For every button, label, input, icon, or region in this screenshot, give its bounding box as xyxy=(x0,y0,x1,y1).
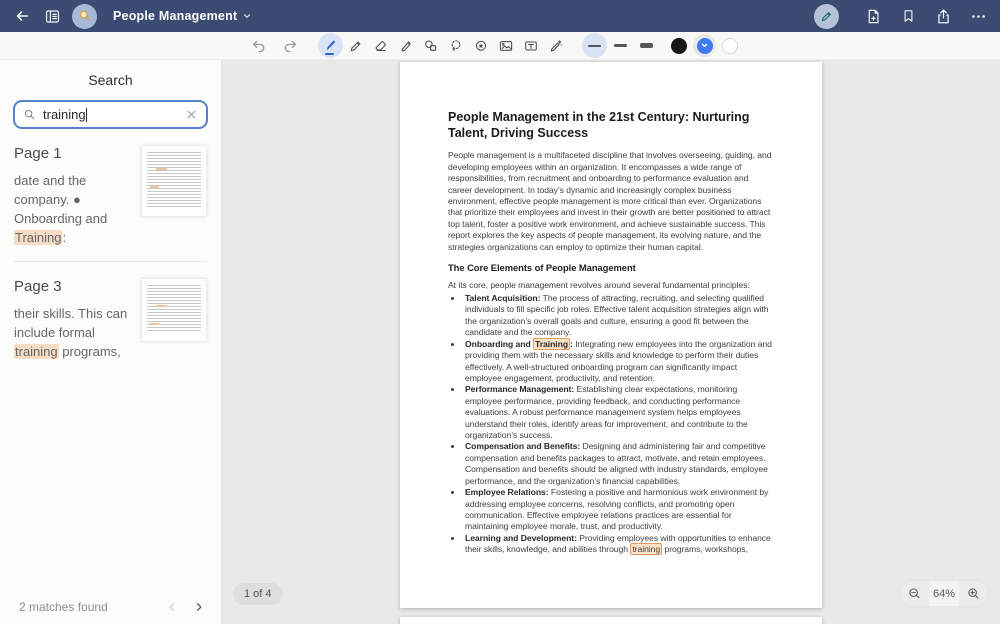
doc-bullet xyxy=(463,384,774,441)
eraser-tool-button[interactable] xyxy=(368,33,393,58)
thumbnail-text-lines xyxy=(147,152,201,208)
pdf-viewer[interactable] xyxy=(222,60,1000,624)
result-page-label: Page 3 xyxy=(14,278,62,296)
zoom-in-button[interactable] xyxy=(959,581,988,606)
zoom-out-button[interactable] xyxy=(900,581,929,606)
document-plus-icon xyxy=(865,8,882,25)
page-indicator: 1 of 4 xyxy=(233,583,283,605)
stamp-star-icon xyxy=(473,38,489,54)
color-white-swatch[interactable] xyxy=(722,38,738,54)
magic-pen-icon xyxy=(548,38,564,54)
doc-intro-paragraph: People management is a multifaceted discipline that involves overseeing, guiding, and developing employees within an organization. It encompasses a wide range of responsibilities, from recruitment and onboarding to performance evaluation and career development. In today’s dynamic and increasingly complex business environment, effective people management is more critical than ever. Organizations that prioritize their employees and invest in their growth are better positioned to attract top talent, foster a positive work environment, and achieve sustainable success. This report explores the key aspects of people management, its evolving nature, and the strategies organizations can employ to optimize their human capital. xyxy=(448,150,772,252)
result-divider xyxy=(14,261,207,262)
text-box-tool-button[interactable] xyxy=(518,33,543,58)
back-button[interactable] xyxy=(12,6,32,26)
eraser-icon xyxy=(373,38,389,54)
pencil-tool-button[interactable] xyxy=(343,33,368,58)
text-caret xyxy=(86,108,87,122)
doc-section-intro: At its core, people management revolves around several fundamental principles: xyxy=(448,279,750,290)
document-title: People Management xyxy=(113,9,238,23)
result-page-thumbnail[interactable] xyxy=(141,278,207,342)
stamp-tool-button[interactable] xyxy=(468,33,493,58)
search-icon xyxy=(23,108,37,122)
chevron-down-icon xyxy=(700,41,709,50)
color-black-swatch[interactable] xyxy=(671,38,687,54)
lasso-tool-button[interactable] xyxy=(443,33,468,58)
image-tool-button[interactable] xyxy=(493,33,518,58)
chevron-down-icon xyxy=(242,11,252,21)
highlighter-icon xyxy=(398,38,414,54)
doc-bullet xyxy=(463,293,774,339)
doc-bullet xyxy=(463,533,774,556)
search-results-list xyxy=(0,135,221,370)
search-match-highlight: training xyxy=(632,544,661,555)
color-group xyxy=(671,34,738,57)
redo-button[interactable] xyxy=(277,33,302,58)
sidebar-title: Search xyxy=(88,72,133,88)
thumbnail-match-mark xyxy=(150,323,159,325)
result-snippet: their skills. This can include formal training programs, xyxy=(14,306,128,360)
zoom-controls xyxy=(900,581,988,606)
share-icon xyxy=(935,8,952,25)
pencil-icon xyxy=(819,9,834,24)
next-match-button[interactable] xyxy=(193,601,205,613)
match-count-status: 2 matches found xyxy=(19,600,108,614)
shapes-icon xyxy=(423,38,439,54)
outline-sidebar-icon[interactable] xyxy=(42,6,62,26)
thumbnail-text-lines xyxy=(147,285,201,333)
tool-group xyxy=(318,33,568,58)
more-options-button[interactable] xyxy=(968,6,988,26)
search-icon xyxy=(77,8,93,24)
chevron-left-icon xyxy=(166,601,178,613)
search-result-page-3[interactable] xyxy=(0,268,221,370)
undo-button[interactable] xyxy=(246,33,271,58)
doc-bullet xyxy=(463,339,774,385)
undo-icon xyxy=(250,37,268,55)
pen-tool-button[interactable] xyxy=(318,33,343,58)
doc-bullet-list xyxy=(463,293,774,556)
result-snippet: date and the company. ● Onboarding and Training: xyxy=(14,173,108,245)
doc-bullet xyxy=(463,487,774,533)
bullet-text: Establishing clear expectations, monitoring employee performance, providing feedback, and conducting performance evaluations. A robust performance management system helps employees understand their roles, identify areas for improvement, and contribute to the organization’s success. xyxy=(465,384,748,441)
doc-bullet xyxy=(463,441,774,487)
thin-line-icon xyxy=(588,45,601,47)
medium-line-icon xyxy=(614,44,627,47)
annotate-mode-button[interactable] xyxy=(814,4,839,29)
bullet-text: The process of attracting, recruiting, and selecting qualified individuals to fill specific job roles. Effective talent acquisition strategies align with the organization’s overall goals and culture, ensuring a good fit between the candidate and the company. xyxy=(465,292,769,338)
document-title-menu[interactable] xyxy=(113,9,252,23)
thickness-group xyxy=(582,33,659,58)
thumbnail-match-mark xyxy=(156,168,167,170)
thickness-thin-button[interactable] xyxy=(582,33,607,58)
bullet-text: Integrating new employees into the organization and providing them with the necessary skills and knowledge to perform their duties effectively. A well-structured onboarding program can significantly impact employee engagement, productivity, and retention. xyxy=(465,338,772,383)
search-value: training xyxy=(43,107,86,122)
bullet-text: Fostering a positive and harmonious work environment by addressing employee concerns, resolving conflicts, and promoting open communication. Effective employee relations practices are essential for maintaining employee morale, trust, and productivity. xyxy=(465,487,769,532)
thumbnail-match-mark xyxy=(156,305,167,307)
bullet-lead: Compensation and Benefits: xyxy=(465,441,581,452)
pdf-page-2[interactable] xyxy=(400,617,822,624)
bullet-lead: Performance Management: xyxy=(465,384,575,395)
search-match-highlight: Training xyxy=(15,229,62,245)
thick-line-icon xyxy=(640,43,653,48)
pen-icon xyxy=(323,38,339,54)
bullet-lead: Learning and Development: xyxy=(465,532,577,543)
thickness-medium-button[interactable] xyxy=(608,33,633,58)
search-mode-button[interactable] xyxy=(72,4,97,29)
color-blue-swatch-selected[interactable] xyxy=(693,34,716,57)
previous-match-button[interactable] xyxy=(166,601,178,613)
highlighter-tool-button[interactable] xyxy=(393,33,418,58)
clear-search-icon[interactable] xyxy=(185,108,198,121)
pdf-page-1[interactable] xyxy=(400,62,822,608)
annotation-toolbar xyxy=(0,32,1000,60)
bookmark-button[interactable] xyxy=(898,6,918,26)
bullet-text: Providing employees with opportunities to enhance their skills, knowledge, and abilities through training programs, workshops, xyxy=(465,532,771,555)
sidebar-footer xyxy=(0,590,221,624)
bullet-lead: Onboarding and Training : xyxy=(465,338,573,349)
search-match-highlight: training xyxy=(15,344,58,360)
doc-section-heading: The Core Elements of People Management xyxy=(448,262,636,274)
magic-pen-tool-button[interactable] xyxy=(543,33,568,58)
bookmark-icon xyxy=(901,8,916,24)
result-page-label: Page 1 xyxy=(14,145,62,162)
redo-icon xyxy=(281,37,299,55)
search-input[interactable] xyxy=(13,100,208,129)
new-document-button[interactable] xyxy=(863,6,883,26)
lasso-icon xyxy=(448,38,464,54)
shapes-tool-button[interactable] xyxy=(418,33,443,58)
image-icon xyxy=(498,38,514,54)
result-page-thumbnail[interactable] xyxy=(141,145,207,217)
pencil-icon xyxy=(348,38,364,54)
search-result-page-1[interactable] xyxy=(0,135,221,255)
zoom-out-icon xyxy=(907,586,922,601)
text-box-icon xyxy=(523,38,539,54)
bullet-lead: Talent Acquisition: xyxy=(465,292,541,303)
search-match-highlight: Training xyxy=(535,338,569,349)
bullet-lead: Employee Relations: xyxy=(465,487,549,498)
share-button[interactable] xyxy=(933,6,953,26)
zoom-level: 64% xyxy=(929,581,959,606)
search-sidebar xyxy=(0,60,222,624)
doc-title: People Management in the 21st Century: Nurturing Talent, Driving Success xyxy=(448,110,750,140)
top-bar xyxy=(0,0,1000,32)
thumbnail-match-mark xyxy=(150,186,159,188)
bullet-text: Designing and administering fair and competitive compensation and benefits packages to attract, motivate, and retain employees. Compensation and benefits should be aligned with industry standards, employee performance, and the organization’s financial capabilities. xyxy=(465,441,768,486)
zoom-in-icon xyxy=(966,586,981,601)
chevron-right-icon xyxy=(193,601,205,613)
ellipsis-icon xyxy=(970,8,987,25)
thickness-thick-button[interactable] xyxy=(634,33,659,58)
